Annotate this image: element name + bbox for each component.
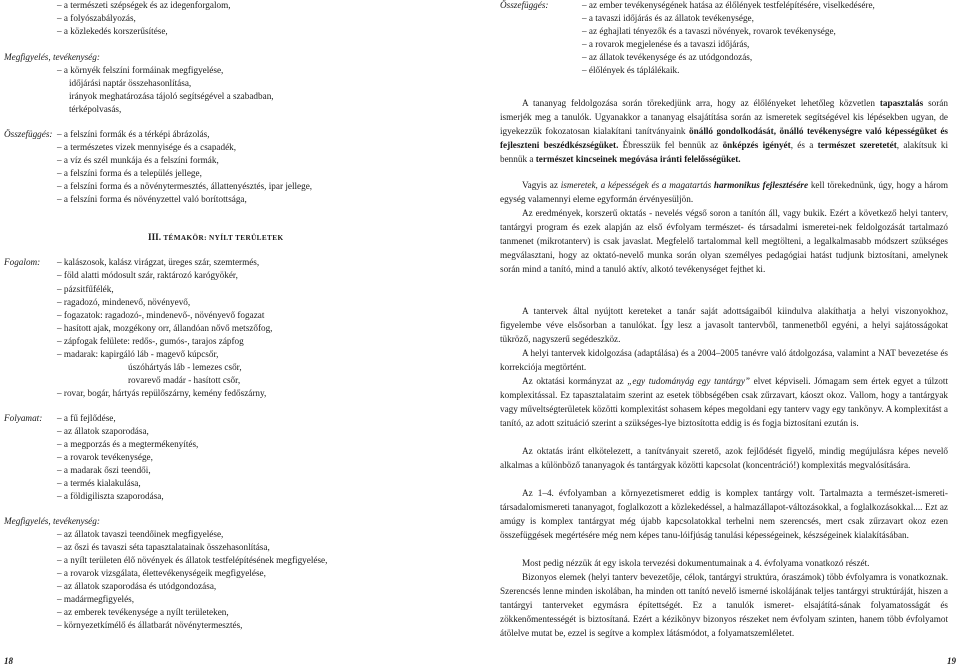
paragraph (500, 96, 948, 166)
italic-text: „egy tudományág egy tantárgy” (627, 376, 751, 386)
list-item: – az állatok szaporodása és utódgondozása, (57, 581, 217, 591)
list-item: – környezetkímélő és állatbarát növénytermesztés, (57, 620, 243, 630)
list-item: – a termés kialakulása, (57, 478, 141, 488)
paragraph (500, 374, 948, 430)
list-item: – föld alatti módosult szár, raktározó karógyökér, (57, 270, 238, 280)
list-item: – a felszíni forma és a növénytermesztés, állattenyésztés, ipar jellege, (57, 181, 313, 191)
list-item: – a felszíni forma és a település jellege, (57, 168, 202, 178)
list-item: – a folyószabályozás, (57, 13, 136, 23)
page-number-right: 19 (947, 656, 956, 666)
list-item: – az állatok tavaszi teendőinek megfigyelése, (57, 529, 224, 539)
section-label: Folyamat: (4, 413, 43, 423)
paragraph: A tantervek által nyújtott kereteket a tanár saját adottságaiból kiindulva alakíthatja a helyi viszonyokhoz, figyelembe véve elsősorban a tanulókat. Így lesz a javasolt tantervből, tanmenetből egyéni, a helyi sajátosságokat tükröző, nagyszerű segédeszköz. (500, 306, 948, 345)
list-item: – a felszíni forma és növényzettel való borítottsága, (57, 194, 247, 204)
paragraph: Bizonyos elemek (helyi tanterv bevezetője, célok, tantárgyi struktúra, óraszámok) több évfolyamra is vonatkoznak. Szerencsés lenne minden iskolában, ha minden ott tanító nevelő ismerné iskolájának teljes tantárgyi struktúráját, hiszen a tantárgyi tanterveket egymásra építettségét. Ez a tanulók ismeret- elsajátítá-sának folyamatosságát és zökkenőmentességét is biztosítaná. Ezért a kézikönyv bizonyos részeket nem évfolyam szinten, hanem több évfolyamot átölelve mutat be, ezzel is segítve a komplex látásmódot, a folyamatszemléletet. (500, 572, 948, 639)
list-item: – a tavaszi időjárás és az állatok tevékenysége, (582, 13, 754, 23)
text-run: során ismerjék meg a tanulók. Ugyanakkor a tananyag elsajátítása során az ismeretek segítségével kis lépésekben ugyan, de igyekezzük fokozatosan kialakítani tanítványaink (500, 98, 948, 137)
list-item: rovarevő madár - hasított csőr, (128, 375, 241, 385)
bold-text: tapasztalás (879, 98, 924, 108)
list-item: térképolvasás, (69, 104, 122, 114)
page-number-left: 18 (4, 656, 13, 666)
list-item: – a rovarok tevékenysége, (57, 452, 153, 462)
list-item: úszóhártyás láb - lemezes csőr, (128, 362, 242, 372)
section-label: Összefüggés: (4, 129, 53, 139)
list-item: – madarak: kapirgáló láb - magevő kúpcsőr, (57, 349, 219, 359)
list-item: – fogazatok: ragadozó-, mindenevő-, növényevő fogazat (57, 310, 265, 320)
paragraph: Az oktatás iránt elkötelezett, a tanítványait szerető, azok fejlődését figyelő, mindig megújulásra képes nevelő alkalmas a különböző tananyagok és tantárgyak közötti kapcsolat (koncentráció!) komplexitás megvalósítására. (500, 446, 948, 471)
text-run: elvet képviseli. Jómagam sem értek egyet a túlzott komplexitással. Ez tapasztalataim szerint az esetek többségében csak zűrzavart, káoszt okoz. Vallom, hogy a tantárgyak vagy műveltségterületek közötti komplexitást sohasem képes megoldani egy tanterv vagy egy tankönyv. A komplexitást a tanító, az adott szituáció szerint a szükséges-lye biztosította eddig is és fogja biztosítani ezután is. (500, 376, 949, 429)
list-item: – madármegfigyelés, (57, 594, 135, 604)
bold-text: természet szeretetét (817, 140, 897, 151)
list-item: – a rovarok megjelenése és a tavaszi időjárás, (582, 39, 750, 49)
paragraph: A helyi tantervek kidolgozása (adaptálása) és a 2004–2005 tanévre való átdolgozása, valamint a NAT bevezetése és korrekciója megtörtént. (500, 348, 948, 373)
list-item: – az állatok tevékenysége és az utódgondozás, (582, 52, 753, 62)
list-item: – az éghajlati tényezők és a tavaszi növények, rovarok tevékenysége, (582, 26, 836, 36)
list-item: – kalászosok, kalász virágzat, üreges szár, szemtermés, (57, 257, 260, 267)
list-item: – a nyílt területen élő növények és állatok testfelépítésének megfigyelése, (57, 555, 328, 565)
list-item: – a víz és szél munkája és a felszíni formák, (57, 155, 219, 165)
section-heading (148, 232, 283, 242)
list-item: – a környék felszíni formáinak megfigyelése, (57, 65, 224, 75)
list-item: – az állatok szaporodása, (57, 426, 149, 436)
section-label: Megfigyelés, tevékenység: (4, 52, 100, 62)
list-item: – az ember tevékenységének hatása az élőlények testfelépítésére, viselkedésére, (582, 0, 875, 10)
list-item: időjárási naptár összehasonlítása, (69, 78, 192, 88)
heading-number: III. (148, 232, 162, 242)
list-item: – a felszíni formák és a térképi ábrázolás, (57, 129, 210, 139)
paragraph (500, 178, 948, 206)
list-item: – a madarak őszi teendői, (57, 465, 151, 475)
text-run: Ébresszük fel bennük az (618, 140, 723, 151)
list-item: – a közlekedés korszerűsítése, (57, 26, 168, 36)
bold-text: természet kincseinek megóvása iránti felelősségüket. (535, 154, 741, 165)
list-item: – zápfogak felülete: redős-, gumós-, tarajos zápfog (57, 336, 244, 346)
section-label: Fogalom: (4, 257, 41, 267)
text-run: kell törekednünk, úgy, hogy a három egység valamennyi eleme egyformán érvényesüljön. (500, 180, 949, 205)
text-run: A tananyag feldolgozása során törekedjünk arra, hogy az élőlényeket lehetőleg közvetlen (522, 98, 880, 108)
paragraph: Most pedig nézzük át egy iskola tervezési dokumentumainak a 4. évfolyama vonatkozó részét. (522, 558, 870, 568)
list-item: – ragadozó, mindenevő, növényevő, (57, 297, 191, 307)
list-item: – élőlények és táplálékaik. (582, 65, 680, 75)
list-item: – a fű fejlődése, (57, 413, 116, 423)
list-item: – a földigiliszta szaporodása, (57, 491, 164, 501)
paragraph: Az 1–4. évfolyamban a környezetismeret eddig is komplex tantárgy volt. Tartalmazta a természet-ismereti- társadalomismereti tananyagot, foglalkozott a közlekedéssel, a halmazállapot-változásokkal, a foglalkozásokkal.... Ezt az amúgy is komplex tantárgyat még újabb kapcsolatokkal terhelni nem szerencsés, mert csak zűrzavart okoz ezen összefüggések megértésére még nem képes tanu-lóifjúság tanulási képességeinek, készségeinek kialakításában. (500, 488, 948, 541)
text-run: Vagyis az (522, 180, 561, 190)
bold-text: önálló gondolkodását, önálló tevékenységre való képességüket és fejleszteni beszédkészségüket. (500, 126, 948, 151)
italic-text: ismeretek, a képességek és a magatartás (560, 180, 712, 190)
section-label: Megfigyelés, tevékenység: (4, 516, 100, 526)
list-item: irányok meghatározása tájoló segítségével a szabadban, (69, 91, 274, 101)
list-item: – a rovarok vizsgálata, élettevékenységeik megfigyelése, (57, 568, 266, 578)
text-run: , alakítsuk ki bennük a (500, 140, 948, 165)
bold-italic-text: harmonikus fejlesztésére (713, 180, 809, 190)
list-item: – a természetes vizek mennyisége és a csapadék, (57, 142, 237, 152)
paragraph: Az eredmények, korszerű oktatás - nevelés végső soron a tanítón áll, vagy bukik. Ezért a következő helyi tanterv, tantárgyi program és ezek alapján az első évfolyam természet- és társadalmi ismeretei-nek feldolgozását tartalmazó tanmenet (mikrotanterv) is csak javaslat. Megfelelő tartalommal kell megtölteni, a legalkalmasabb módszert szükséges megválasztani, hogy az oktató-nevelő munka során olyan személyes pedagógiai hatást tudjunk biztosítani, amelynek során mind a tanító, mind a tanuló aktív, alkotó tevékenységet fejthet ki. (500, 208, 948, 275)
list-item: – az emberek tevékenysége a nyílt területeken, (57, 607, 229, 617)
text-run: , és a (790, 140, 818, 151)
list-item: – a megporzás és a megtermékenyítés, (57, 439, 199, 449)
heading-title: TÉMAKÖR: NYÍLT TERÜLETEK (163, 234, 284, 242)
text-run: Az oktatási kormányzat az (522, 376, 628, 386)
list-item: – rovar, bogár, hártyás repülőszárny, kemény fedőszárny, (57, 388, 267, 398)
list-item: – az őszi és tavaszi séta tapasztalatainak összehasonlítása, (57, 542, 270, 552)
list-item: – a természeti szépségek és az idegenforgalom, (57, 0, 231, 10)
list-item: – pázsitfűfélék, (57, 284, 114, 294)
section-label: Összefüggés: (500, 0, 549, 10)
bold-text: önképzés igényét (722, 140, 791, 151)
list-item: – hasított ajak, mozgékony orr, állandóan nővő metszőfog, (57, 323, 273, 333)
